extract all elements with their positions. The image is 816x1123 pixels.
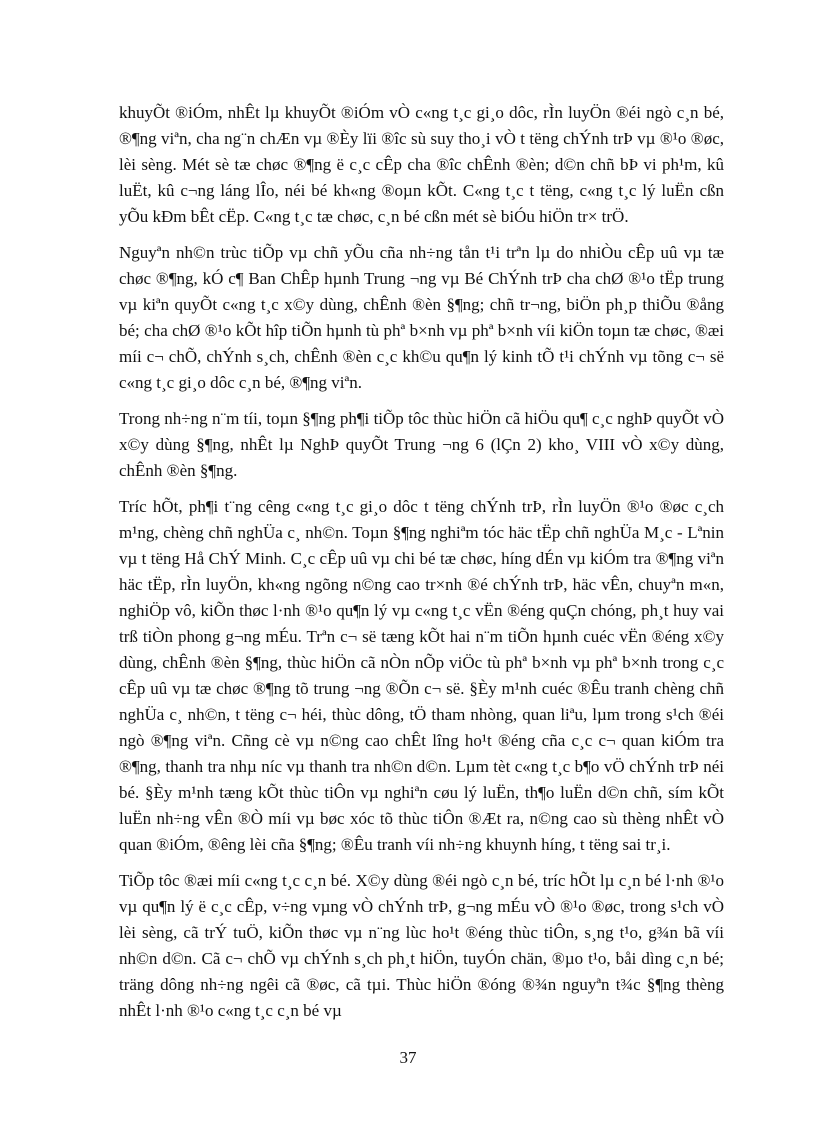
paragraph-3: Trong nh÷ng n¨m tíi, toµn §¶ng ph¶i tiÕp tôc thùc hiÖn cã hiÖu qu¶ c¸c nghÞ quyÕt vÒ x©y dùng §¶ng, nhÊt lµ NghÞ quyÕt Trung ¬ng 6 (lÇn 2) kho¸ VIII vÒ x©y dùng, chÊnh ®èn §¶ng. (119, 409, 724, 480)
paragraph-5: TiÕp tôc ®æi míi c«ng t¸c c¸n bé. X©y dùng ®éi ngò c¸n bé, tríc hÕt lµ c¸n bé l·nh ®¹o vµ qu¶n lý ë c¸c cÊp, v÷ng vµng vÒ chÝnh trÞ, g¬ng mÉu vÒ ®¹o ®øc, trong s¹ch vÒ lèi sèng, cã trÝ tuÖ, kiÕn thøc vµ n¨ng lùc ho¹t ®éng thùc tiÔn, s¸ng t¹o, g¾n bã víi nh©n d©n. Cã c¬ chÕ vµ chÝnh s¸ch ph¸t hiÖn, tuyÓn chän, ®µo t¹o, båi dìng c¸n bé; träng dông nh÷ng ngêi cã ®øc, cã tµi. Thùc hiÖn ®óng ®¾n nguyªn t¾c §¶ng thèng nhÊt l·nh ®¹o c«ng t¸c c¸n bé vµ (119, 871, 724, 1020)
paragraph-4: Tríc hÕt, ph¶i t¨ng cêng c«ng t¸c gi¸o dôc t tëng chÝnh trÞ, rÌn luyÖn ®¹o ®øc c¸ch m¹ng, chèng chñ nghÜa c¸ nh©n. Toµn §¶ng nghiªm tóc häc tËp chñ nghÜa M¸c - Lªnin vµ t tëng Hå ChÝ Minh. C¸c cÊp uû vµ chi bé tæ chøc, híng dÉn vµ kiÓm tra ®¶ng viªn häc tËp, rÌn luyÖn, kh«ng ngõng n©ng cao tr×nh ®é chÝnh trÞ, häc vÊn, chuyªn m«n, nghiÖp vô, kiÕn thøc l·nh ®¹o qu¶n lý vµ c«ng t¸c vËn ®éng quÇn chóng, ph¸t huy vai trß tiÒn phong g¬ng mÉu. Trªn c¬ së tæng kÕt hai n¨m tiÕn hµnh cuéc vËn ®éng x©y dùng, chÊnh ®èn §¶ng, thùc hiÖn cã nÒn nÕp viÖc tù phª b×nh vµ phª b×nh trong c¸c cÊp uû vµ tæ chøc ®¶ng tõ trung ¬ng ®Õn c¬ së. §Èy m¹nh cuéc ®Êu tranh chèng chñ nghÜa c¸ nh©n, t tëng c¬ héi, thùc dông, tÖ tham nhòng, quan liªu, lµm trong s¹ch ®éi ngò ®¶ng viªn. Cñng cè vµ n©ng cao chÊt lîng ho¹t ®éng cña c¸c c¬ quan kiÓm tra ®¶ng, thanh tra nhµ níc vµ thanh tra nh©n d©n. Lµm tèt c«ng t¸c b¶o vÖ chÝnh trÞ néi bé. §Èy m¹nh tæng kÕt thùc tiÔn vµ nghiªn cøu lý luËn, th¶o luËn d©n chñ, sím kÕt luËn nh÷ng vÊn ®Ò míi vµ bøc xóc tõ thùc tiÔn ®Æt ra, n©ng cao sù thèng nhÊt vÒ quan ®iÓm, ®êng lèi cña §¶ng; ®Êu tranh víi nh÷ng khuynh híng, t tëng sai tr¸i. (119, 497, 724, 854)
page-number: 37 (399, 1048, 417, 1067)
paragraph-2: Nguyªn nh©n trùc tiÕp vµ chñ yÕu cña nh÷ng tån t¹i trªn lµ do nhiÒu cÊp uû vµ tæ chøc ®¶ng, kÓ c¶ Ban ChÊp hµnh Trung ¬ng vµ Bé ChÝnh trÞ cha chØ ®¹o tËp trung vµ kiªn quyÕt c«ng t¸c x©y dùng, chÊnh ®èn §¶ng; chñ tr¬ng, biÖn ph¸p thiÕu ®ång bé; cha chØ ®¹o kÕt hîp tiÕn hµnh tù phª b×nh vµ phª b×nh víi kiÖn toµn tæ chøc, ®æi míi c¬ chÕ, chÝnh s¸ch, chÊnh ®èn c¸c kh©u qu¶n lý kinh tÕ t¹i chÝnh vµ tõng c¬ së c«ng t¸c gi¸o dôc c¸n bé, ®¶ng viªn. (119, 243, 724, 392)
paragraph-1: khuyÕt ®iÓm, nhÊt lµ khuyÕt ®iÓm vÒ c«ng t¸c gi¸o dôc, rÌn luyÖn ®éi ngò c¸n bé, ®¶ng viªn, cha ng¨n chÆn vµ ®Èy lïi ®îc sù suy tho¸i vÒ t tëng chÝnh trÞ vµ ®¹o ®øc, lèi sèng. Mét sè tæ chøc ®¶ng ë c¸c cÊp cha ®îc chÊnh ®èn; d©n chñ bÞ vi ph¹m, kû luËt, kû c¬ng láng lÎo, néi bé kh«ng ®oµn kÕt. C«ng t¸c t tëng, c«ng t¸c lý luËn cßn yÕu kÐm bÊt cËp. C«ng t¸c tæ chøc, c¸n bé cßn mét sè biÓu hiÖn tr× trÖ. (119, 103, 724, 226)
document-body (119, 100, 724, 1034)
